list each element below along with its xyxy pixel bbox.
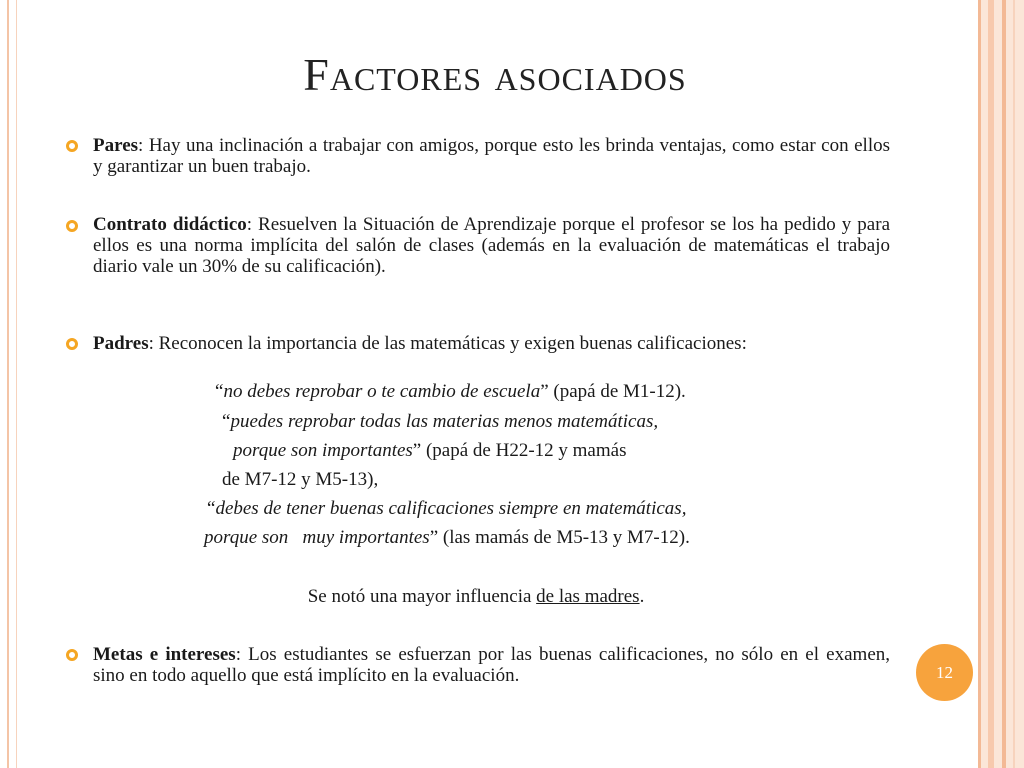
quote-mark: “ — [207, 498, 216, 519]
quote-line — [233, 440, 626, 461]
quote-mark: “ — [215, 381, 224, 402]
bullet-icon — [66, 220, 78, 232]
item-term: Padres — [93, 333, 149, 354]
quote-line — [204, 527, 690, 548]
list-item-contrato-didactico — [93, 214, 890, 277]
item-term: Contrato didáctico — [93, 214, 247, 235]
item-text: : Resuelven la Situación de Aprendizaje porque el profesor se los ha pedido y para ellos es una norma implícita del salón de clases (además en la evaluación de matemáticas el trabajo diario vale un 30% de su calificación). — [93, 214, 890, 277]
right-decorative-band — [978, 0, 1024, 768]
item-text: : Hay una inclinación a trabajar con amigos, porque esto les brinda ventajas, como estar con ellos y garantizar un buen trabajo. — [93, 135, 890, 177]
list-item-metas-e-intereses — [93, 644, 890, 686]
quote-line — [215, 381, 686, 402]
note-text: Se notó una mayor influencia — [307, 586, 537, 607]
note-suffix: . — [639, 586, 645, 607]
quote-italic: debes de tener buenas calificaciones siempre en matemáticas, — [215, 498, 687, 519]
bullet-icon — [66, 338, 78, 350]
quote-italic: puedes reprobar todas las materias menos matemáticas, — [230, 411, 659, 432]
right-border-line — [978, 0, 981, 768]
quote-italic: porque son muy importantes — [204, 527, 430, 548]
right-border-line — [1013, 0, 1015, 768]
quote-mark: “ — [222, 411, 231, 432]
list-item-pares — [93, 135, 890, 177]
bullet-icon — [66, 140, 78, 152]
item-text: : Los estudiantes se esfuerzan por las buenas calificaciones, no sólo en el examen, sino en todo aquello que está implícito en la evaluación. — [93, 644, 890, 686]
quote-italic: porque son importantes — [233, 440, 413, 461]
quote-line — [222, 469, 378, 490]
quote-attribution: de M7-12 y M5-13), — [222, 469, 379, 490]
quote-attribution: ” (las mamás de M5-13 y M7-12). — [429, 527, 690, 548]
item-text: : Reconocen la importancia de las matemáticas y exigen buenas calificaciones: — [148, 333, 747, 354]
right-border-line — [988, 0, 994, 768]
bullet-icon — [66, 649, 78, 661]
page-number-badge: 12 — [916, 644, 973, 701]
note-underlined: de las madres — [536, 586, 640, 607]
item-term: Metas e intereses — [93, 644, 236, 665]
quote-italic: no debes reprobar o te cambio de escuela — [223, 381, 541, 402]
note-influence — [0, 586, 952, 607]
quote-attribution: ” (papá de H22-12 y mamás — [412, 440, 627, 461]
list-item-padres — [93, 333, 890, 354]
slide-title: Factores asociados — [303, 49, 687, 100]
quote-line — [222, 411, 658, 432]
quote-line — [207, 498, 686, 519]
left-border-line — [7, 0, 9, 768]
quote-attribution: ” (papá de M1-12). — [540, 381, 686, 402]
item-term: Pares — [93, 135, 139, 156]
right-border-line — [1002, 0, 1006, 768]
left-border-line-thin — [16, 0, 17, 768]
